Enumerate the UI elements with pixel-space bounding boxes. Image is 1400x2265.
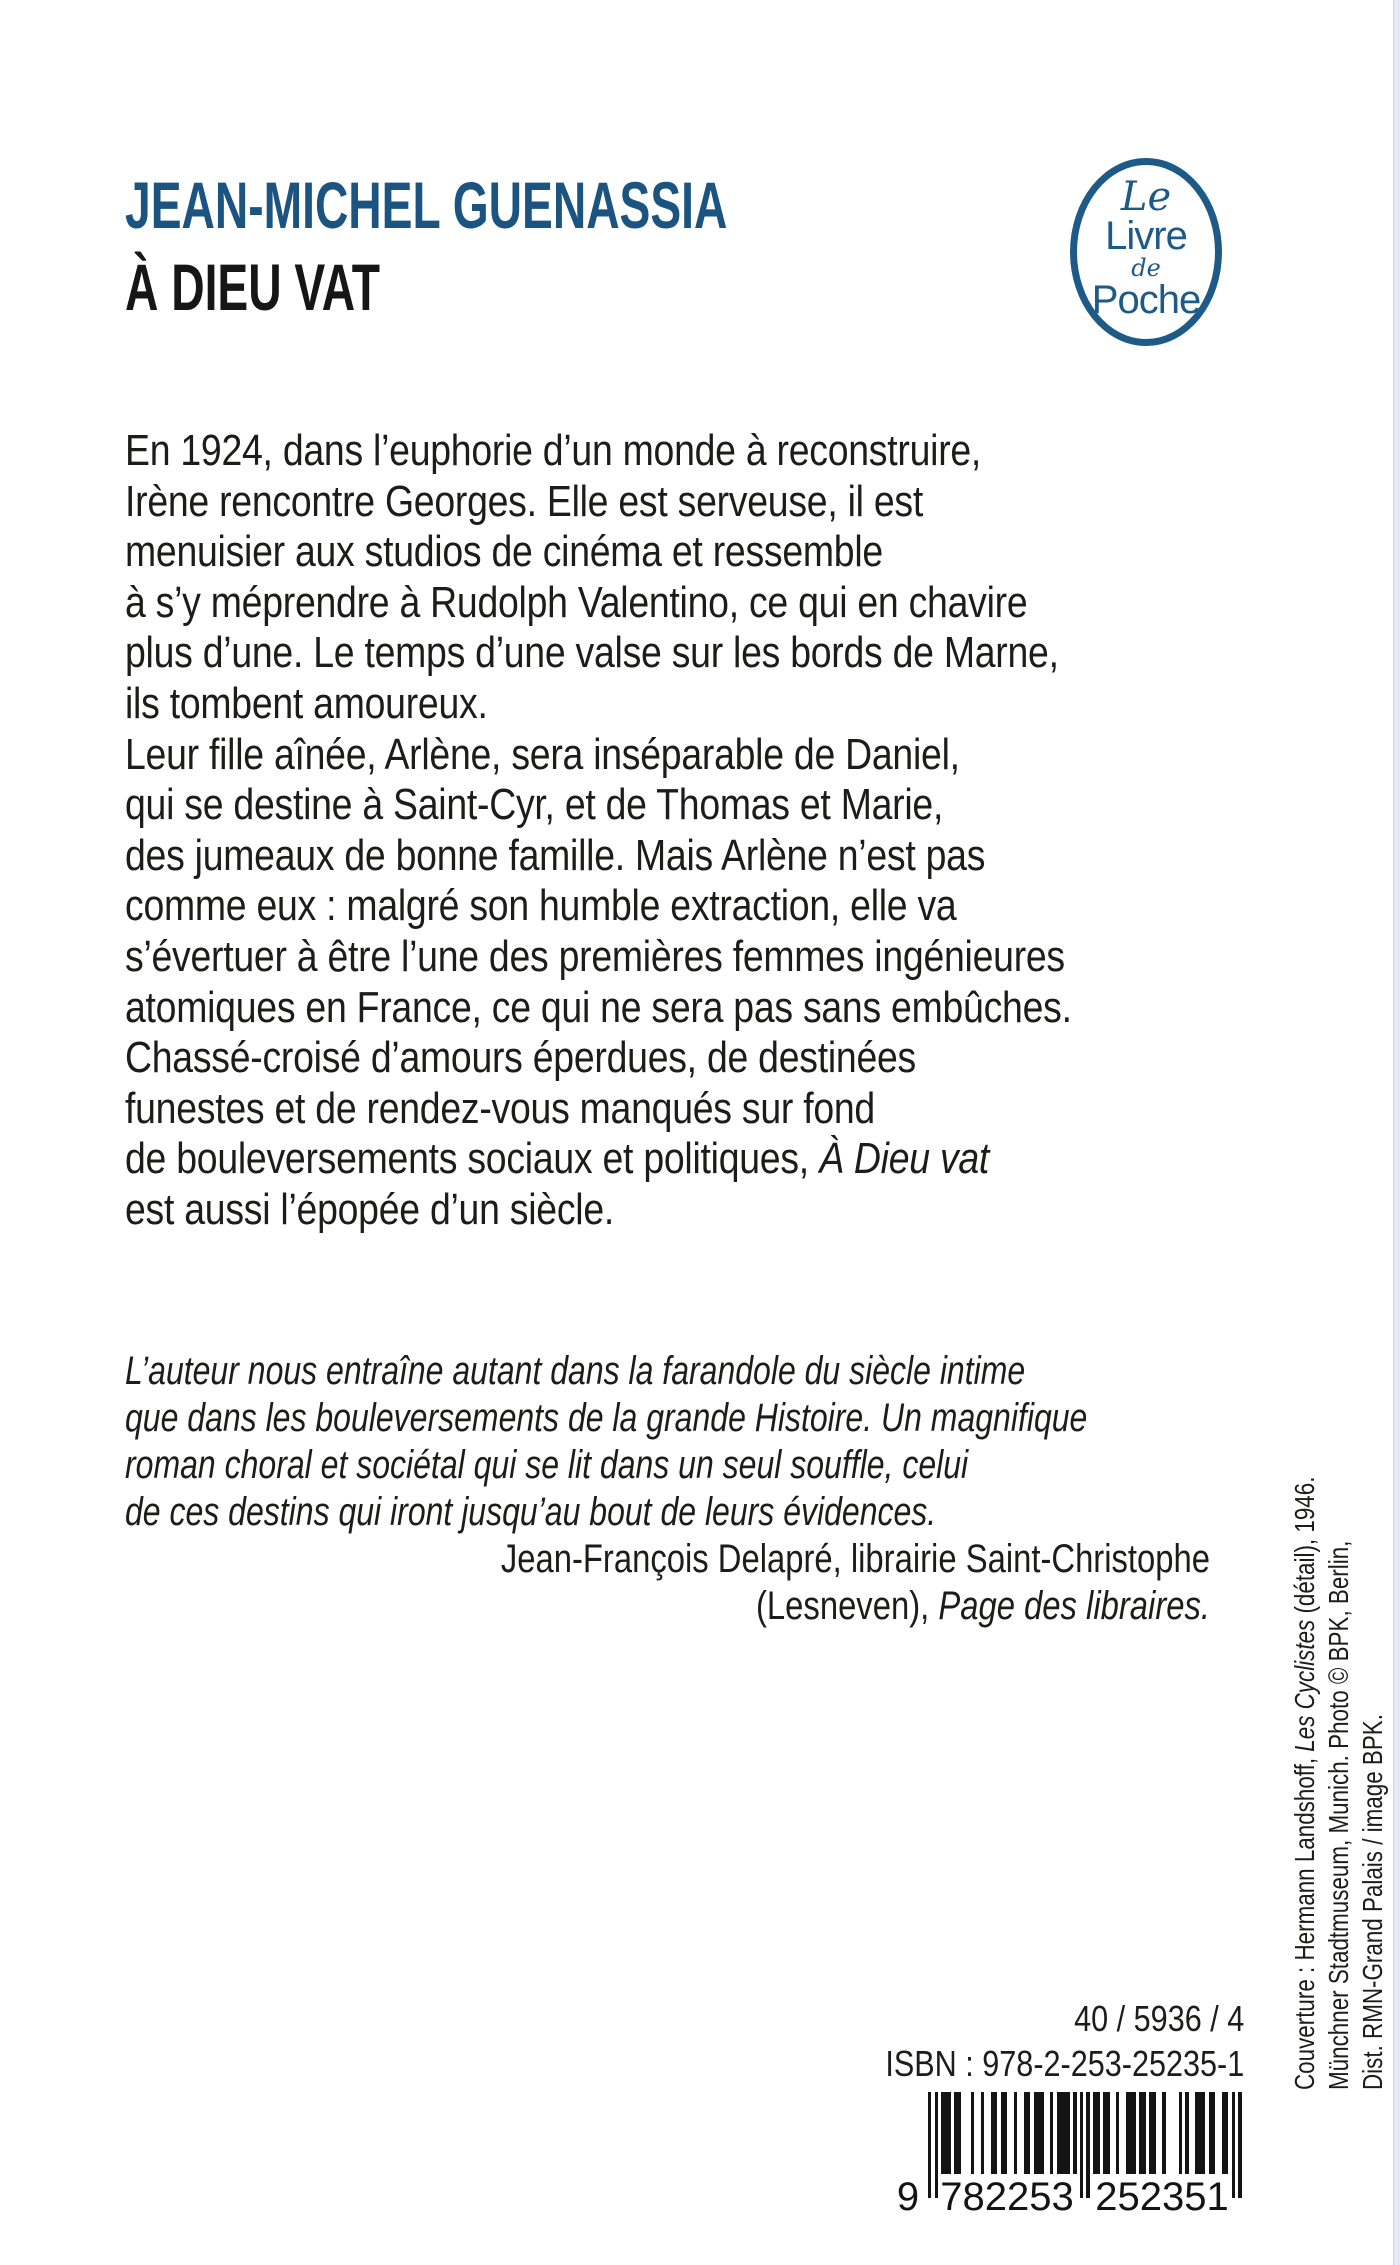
text-line: de ces destins qui iront jusqu’au bout de leurs évidences.	[125, 1490, 937, 1534]
text-segment: de bouleversements sociaux et politiques,	[125, 1134, 820, 1184]
text-line: L’auteur nous entraîne autant dans la farandole du siècle intime	[125, 1349, 1026, 1393]
barcode-bar	[928, 2092, 931, 2198]
barcode-bar	[1162, 2092, 1165, 2174]
text-line: atomiques en France, ce qui ne sera pas sans embûches.	[125, 982, 1072, 1032]
text-line: menuisier aux studios de cinéma et ressemble	[125, 527, 883, 577]
text-segment: Dist. RMN-Grand Palais / image BPK.	[1357, 1714, 1388, 2090]
barcode-bar	[1050, 2092, 1053, 2174]
stock-code: 40 / 5936 / 4	[1073, 1998, 1244, 2039]
barcode-digits-left: 782253	[940, 2175, 1074, 2219]
barcode-bar	[1067, 2092, 1070, 2174]
barcode-bar	[1179, 2092, 1182, 2174]
text-line	[125, 1134, 1222, 1185]
text-line: funestes et de rendez-vous manqués sur fond	[125, 1083, 875, 1133]
text-line: qui se destine à Saint-Cyr, et de Thomas et Marie,	[125, 780, 944, 830]
text-line: à s’y méprendre à Rudolph Valentino, ce qui en chavire	[125, 577, 1028, 627]
barcode-bar	[1040, 2092, 1043, 2174]
barcode-bar	[1106, 2092, 1109, 2174]
text-line: plus d’une. Le temps d’une valse sur les bords de Marne,	[125, 628, 1059, 678]
barcode-bar	[981, 2092, 984, 2174]
synopsis-text	[125, 426, 1222, 1236]
barcode-bar	[1225, 2092, 1228, 2174]
text-segment: Münchner Stadtmuseum, Munich. Photo © BPK, Berlin,	[1323, 1540, 1354, 2090]
ean13-barcode	[893, 2092, 1245, 2234]
barcode-bar	[1185, 2092, 1188, 2174]
text-line: que dans les bouleversements de la grande Histoire. Un magnifique	[125, 1396, 1088, 1440]
barcode-bar	[1232, 2092, 1235, 2198]
text-line: est aussi l’épopée d’un siècle.	[125, 1184, 615, 1234]
author-name: JEAN-MICHEL GUENASSIA	[125, 168, 728, 242]
barcode-bar	[1152, 2092, 1155, 2174]
text-line: ils tombent amoureux.	[125, 678, 488, 728]
logo-word-poche: Poche	[1091, 278, 1201, 322]
text-line	[1322, 1394, 1356, 2090]
text-line: comme eux : malgré son humble extraction, elle va	[125, 881, 957, 931]
barcode-bar	[1116, 2092, 1119, 2174]
text-line: Irène rencontre Georges. Elle est serveuse, il est	[125, 476, 923, 526]
barcode-bar	[1143, 2092, 1146, 2174]
italic-segment: À Dieu vat	[819, 1134, 990, 1184]
barcode-bar	[1202, 2092, 1205, 2174]
barcode-digit-first: 9	[896, 2175, 920, 2219]
text-segment: Couverture : Hermann Landshoff,	[1289, 1751, 1320, 2090]
text-line	[320, 1536, 1210, 1583]
photo-credit	[1288, 1394, 1392, 2090]
barcode-bar	[1238, 2092, 1241, 2198]
review-quote	[125, 1348, 1205, 1536]
italic-segment: Les Cyclistes	[1289, 1619, 1320, 1752]
isbn-number: ISBN : 978-2-253-25235-1	[885, 2043, 1244, 2084]
barcode-bar	[1004, 2092, 1007, 2174]
text-line: s’évertuer à être l’une des premières femmes ingénieures	[125, 931, 1065, 981]
barcode-bar	[1073, 2092, 1076, 2174]
scan-edge-strip	[1393, 0, 1400, 2265]
text-line	[1288, 1394, 1322, 2090]
barcode-bar	[1096, 2092, 1099, 2174]
text-segment: Jean-François Delapré, librairie Saint-Christophe	[500, 1537, 1210, 1581]
text-line	[320, 1583, 1210, 1630]
barcode-bar	[1014, 2092, 1017, 2174]
barcode-bar	[1086, 2092, 1089, 2198]
logo-word-le: Le	[1120, 174, 1172, 220]
barcode-bar	[1133, 2092, 1136, 2174]
text-segment: (Lesneven),	[756, 1584, 939, 1628]
text-line: Chassé-croisé d’amours éperdues, de destinées	[125, 1033, 916, 1083]
barcode-bar	[994, 2092, 997, 2174]
logo-word-de: de	[1131, 254, 1161, 282]
text-line: roman choral et sociétal qui se lit dans un seul souffle, celui	[125, 1443, 969, 1487]
text-line: Leur fille aînée, Arlène, sera inséparable de Daniel,	[125, 729, 960, 779]
barcode-bar	[958, 2092, 961, 2174]
text-segment: (détail), 1946.	[1289, 1476, 1320, 1620]
review-attribution	[320, 1536, 1210, 1630]
barcode-bar	[1212, 2092, 1215, 2174]
barcode-digits-right: 252351	[1095, 2175, 1229, 2219]
text-line	[1356, 1394, 1390, 2090]
print-refs	[885, 1996, 1244, 2086]
barcode-bar	[971, 2092, 974, 2174]
publisher-logo	[1070, 158, 1222, 346]
barcode-bar	[1080, 2092, 1083, 2198]
italic-segment: Page des libraires.	[938, 1584, 1210, 1628]
barcode-bar	[1027, 2092, 1030, 2174]
text-line: En 1924, dans l’euphorie d’un monde à reconstruire,	[125, 426, 982, 475]
text-line: des jumeaux de bonne famille. Mais Arlène n’est pas	[125, 830, 986, 880]
barcode-bar	[948, 2092, 951, 2174]
logo-word-livre: Livre	[1105, 214, 1187, 258]
book-title: À DIEU VAT	[125, 250, 380, 324]
